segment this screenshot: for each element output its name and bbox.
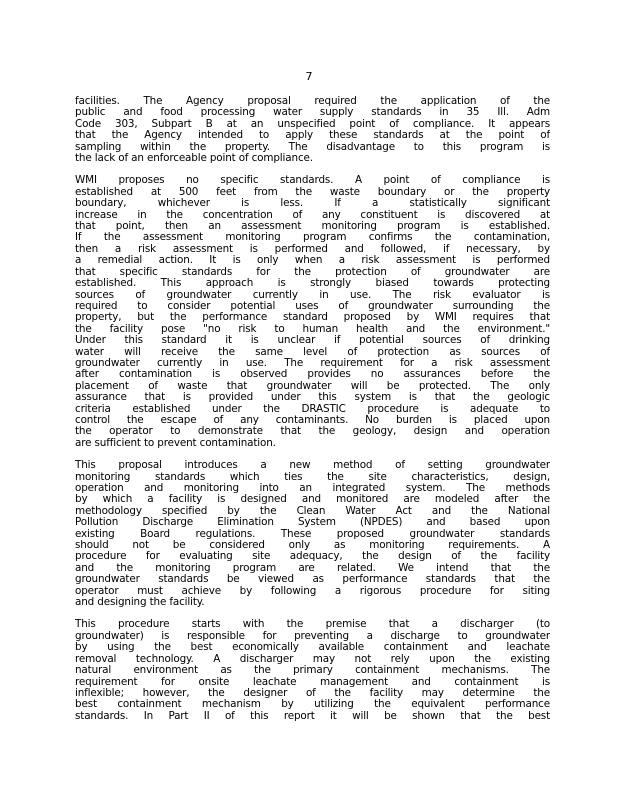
paragraph	[75, 175, 550, 449]
text-line: inflexible; however, the designer of the facility may determine the	[75, 687, 550, 699]
text-line: the operator to demonstrate that the geology, design and operation	[75, 426, 550, 438]
text-line: groundwater standards be viewed as performance standards that the	[75, 574, 550, 586]
text-line: the lack of an enforceable point of compliance.	[75, 153, 313, 165]
text-line: sources of groundwater currently in use. The risk evaluator is	[75, 289, 550, 301]
text-line: Under this standard it is unclear if potential sources of drinking	[75, 335, 550, 347]
text-line: natural environment as the primary containment mechanisms. The	[75, 665, 550, 677]
text-line: the facility pose "no risk to human health and the environment."	[75, 323, 550, 335]
text-line: facilities. The Agency proposal required the application of the	[75, 96, 550, 107]
text-line: control the escape of any contaminants. No burden is placed upon	[75, 414, 550, 426]
page-number: 7	[305, 70, 313, 83]
text-line: established at 500 feet from the waste boundary or the property	[75, 186, 550, 198]
paragraph	[75, 460, 550, 608]
text-line: operator must achieve by following a rigorous procedure for siting	[75, 585, 550, 597]
text-line: are sufficient to prevent contamination.	[75, 437, 276, 449]
paragraph	[75, 96, 550, 164]
text-line: This procedure starts with the premise that a discharger (to	[75, 619, 550, 631]
text-line: existing Board regulations. These proposed groundwater standards	[75, 528, 550, 540]
text-line: required to consider potential uses of groundwater surrounding the	[75, 300, 550, 312]
text-line: removal technology. A discharger may not rely upon the existing	[75, 653, 550, 665]
text-line: property, but the performance standard proposed by WMI requires that	[75, 312, 550, 324]
body-text	[75, 96, 550, 722]
text-line: boundary, whichever is less. If a statistically significant	[75, 198, 550, 210]
text-line: then a risk assessment is performed and followed, if necessary, by	[75, 243, 550, 255]
text-line: standards. In Part II of this report it will be shown that the best	[75, 710, 550, 722]
text-line: sampling within the property. The disadvantage to this program is	[75, 141, 550, 153]
text-line: that specific standards for the protection of groundwater are	[75, 266, 550, 278]
text-line: operation and monitoring into an integrated system. The methods	[75, 483, 550, 494]
text-line: established. This approach is strongly biased towards protecting	[75, 278, 550, 290]
text-line: by which a facility is designed and monitored are modeled after the	[75, 494, 550, 506]
text-line: methodology specified by the Clean Water Act and the National	[75, 505, 550, 517]
text-line: should not be considered only as monitoring requirements. A	[75, 540, 550, 552]
paragraph	[75, 619, 550, 722]
text-line: water will receive the same level of protection as sources of	[75, 346, 550, 358]
text-line: a remedial action. It is only when a risk assessment is performed	[75, 255, 550, 267]
text-line: criteria established under the DRASTIC procedure is adequate to	[75, 403, 550, 415]
text-line: placement of waste that groundwater will be protected. The only	[75, 380, 550, 392]
text-line: WMI proposes no specific standards. A point of compliance is	[75, 175, 550, 187]
text-line: requirement for onsite leachate management and containment is	[75, 676, 550, 688]
text-line: best containment mechanism by utilizing the equivalent performance	[75, 699, 550, 711]
text-line: If the assessment monitoring program confirms the contamination,	[75, 232, 550, 244]
text-line: by using the best economically available containment and leachate	[75, 642, 550, 654]
text-line: monitoring standards which ties the site characteristics, design,	[75, 471, 550, 483]
text-line: Pollution Discharge Elimination System (NPDES) and based upon	[75, 517, 550, 529]
text-line: that point, then an assessment monitoring program is established.	[75, 221, 550, 233]
text-line: after contamination is observed provides no assurances before the	[75, 369, 550, 381]
text-line: procedure for evaluating site adequacy, the design of the facility	[75, 551, 550, 563]
text-line: that the Agency intended to apply these standards at the point of	[75, 130, 550, 142]
text-line: This proposal introduces a new method of setting groundwater	[75, 460, 550, 472]
text-line: increase in the concentration of any constituent is discovered at	[75, 209, 550, 221]
text-line: groundwater) is responsible for preventing a discharge to groundwater	[75, 630, 550, 642]
text-line: groundwater currently in use. The requirement for a risk assessment	[75, 357, 550, 369]
text-line: assurance that is provided under this system is that the geologic	[75, 392, 550, 404]
text-line: Code 303, Subpart B at an unspecified point of compliance. It appears	[75, 118, 550, 130]
text-line: and the monitoring program are related. We intend that the	[75, 562, 550, 574]
text-line: public and food processing water supply standards in 35 Ill. Adm	[75, 107, 550, 119]
text-line: and designing the facility.	[75, 597, 205, 609]
